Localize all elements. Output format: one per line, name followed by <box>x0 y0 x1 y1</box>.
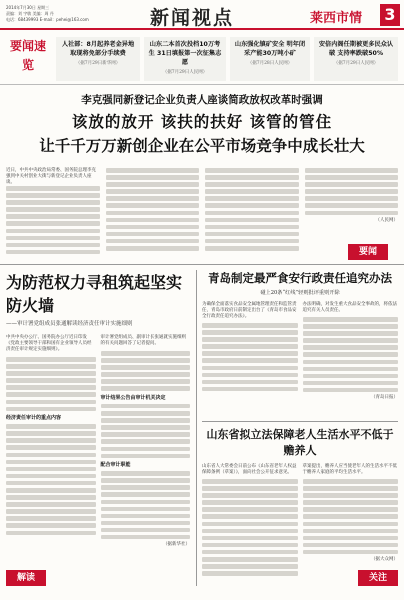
right-bottom-paragraph: 草案提出，赡养人应当使老年人的生活水平不低于赡养人家庭的平均生活水平。 <box>302 464 397 475</box>
speed-news-item[interactable] <box>144 37 226 81</box>
right-top-paragraph: 为确保全面落实食品安全属地管理责任和监管责任，青岛市政府日前制定出台了《青岛市食品安全行政责任追究办法》。 <box>202 302 297 319</box>
brand-title: 莱西市情 <box>310 11 363 26</box>
text-column <box>6 335 96 552</box>
right-top-subtitle: 碰上20条“红线”轻则批评重则开除 <box>260 290 340 296</box>
right-top-title: 青岛制定最严食安行政责任追究办法 <box>208 271 392 285</box>
speed-news-bar <box>0 33 404 85</box>
masthead <box>0 0 404 30</box>
left-article-subhead: 审计结果公告由审计机关决定 <box>100 394 166 401</box>
issue-date: 2014年7月30日 星期三 <box>6 5 50 10</box>
speed-news-headline: 山东二本首次投档10万考生 31日填报第一次征集志愿 <box>148 41 222 66</box>
right-bottom-paragraph: 山东省人大常委会日前公布《山东省老年人权益保障条例（草案）》，面向社会公开征求意见。 <box>202 464 297 475</box>
left-article-title: 为防范权力寻租筑起坚实防火墙 <box>6 273 183 315</box>
masthead-meta <box>6 5 96 23</box>
speed-news-item[interactable] <box>230 37 310 81</box>
contact-line: 电话：68439993 E-mail：pehei@163.com <box>6 17 89 22</box>
text-column <box>205 168 299 260</box>
lead-story-body <box>6 168 398 260</box>
lead-source: （人民网） <box>375 217 398 223</box>
speed-news-headline: 人社部：8月起养老金异地取现将免部分手续费 <box>61 41 135 57</box>
speed-news-source: （据7月29日人民网） <box>333 61 379 66</box>
left-article-paragraph: 审计署党组成员、副审计长张通就实施细则的有关问题回答了记者提问。 <box>100 335 186 346</box>
speed-news-source: （据7月29日新华网） <box>75 61 121 66</box>
text-column <box>202 302 298 404</box>
section-divider <box>0 264 404 265</box>
text-column <box>202 464 298 578</box>
right-bottom-title: 山东省拟立法保障老人生活水平不低于赡养人 <box>206 428 394 457</box>
section-badge-jiedu: 解读 <box>6 570 46 586</box>
lead-intro: 近日，中共中央政治局常委、国务院总理李克强到中关村创业大街与新登记企业负责人座谈。 <box>6 168 96 185</box>
speed-news-source: （据7月29日人民网） <box>162 70 208 75</box>
right-top-source: （青岛日报） <box>371 395 398 401</box>
lead-kicker: 李克强同新登记企业负责人座谈简政放权改革时强调 <box>81 94 323 106</box>
right-top-article[interactable] <box>202 270 398 420</box>
text-column <box>303 302 399 404</box>
right-bottom-article[interactable] <box>202 426 398 586</box>
lead-headline-line1: 该放的放开 该扶的扶好 该管的管住 <box>71 113 333 131</box>
left-article-subtitle: ——审计署党组成员张通解读经济责任审计实施细则 <box>6 321 133 327</box>
left-article-subhead: 经济责任审计的重点内容 <box>6 415 62 422</box>
section-divider <box>202 421 398 422</box>
left-article-paragraph: 中共中央办公厅、国务院办公厅近日印发《党政主要领导干部和国有企业领导人员经济责任审计规定实施细则》。 <box>6 335 92 352</box>
section-title: 新闻视点 <box>150 7 235 29</box>
left-article[interactable] <box>6 270 190 586</box>
lead-story-header[interactable] <box>0 92 404 162</box>
section-badge-guanzhu: 关注 <box>358 570 398 586</box>
page-number: 3 <box>380 4 400 26</box>
right-top-paragraph: 办法明确，对发生重大食品安全事故的，将依法追究有关人员责任。 <box>302 302 397 313</box>
lead-headline-line2: 让千千万万新创企业在公平市场竞争中成长壮大 <box>39 137 365 155</box>
column-divider <box>196 270 197 586</box>
text-column <box>106 168 200 260</box>
text-column <box>303 464 399 578</box>
section-badge-yaowen: 要闻 <box>348 244 388 260</box>
right-bottom-source: （据大众网） <box>371 557 398 563</box>
left-article-source: （据新华社） <box>163 542 190 548</box>
speed-news-label: 要闻速览 <box>9 39 46 72</box>
speed-news-headline: 山东强化镇矿安全 明年闭采产能30万吨小矿 <box>234 41 306 57</box>
text-column <box>6 168 100 260</box>
left-article-subhead: 配合审计职能 <box>100 462 131 469</box>
speed-news-source: （据7月28日人民网） <box>247 61 293 66</box>
text-column <box>101 335 191 552</box>
speed-news-item[interactable] <box>314 37 398 81</box>
editors-line: 责编：刘 宇敏 美编：周 丹 <box>6 11 54 16</box>
speed-news-headline: 安倍内阁任期被更多民众认破 支持率跌破50% <box>318 41 394 57</box>
speed-news-item[interactable] <box>56 37 140 81</box>
